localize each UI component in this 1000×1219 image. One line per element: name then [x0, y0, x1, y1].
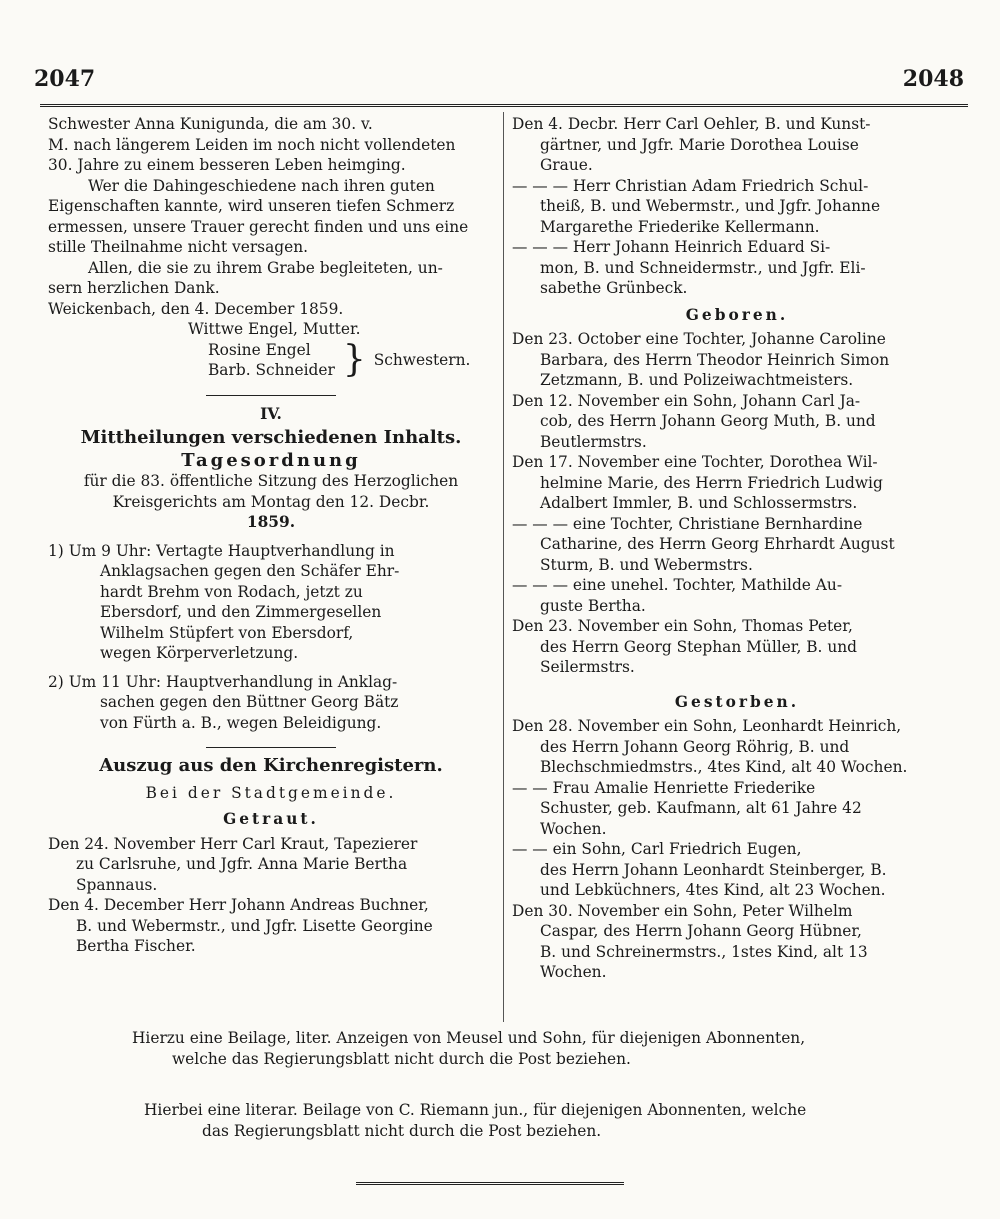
text-line: Den 17. November eine Tochter, Dorothea Wil- [512, 453, 878, 471]
text-line: Anklagsachen gegen den Schäfer Ehr- [100, 562, 400, 580]
text-line: Schwester Anna Kunigunda, die am 30. v. [48, 115, 373, 133]
text-line: 30. Jahre zu einem besseren Leben heimging. [48, 156, 406, 174]
birth-entry [512, 616, 962, 678]
agenda-item-1 [48, 541, 494, 664]
agenda-item-2 [48, 672, 494, 734]
text-line: Den 30. November ein Sohn, Peter Wilhelm [512, 901, 853, 920]
birth-entry [512, 391, 962, 453]
left-column [48, 114, 494, 957]
text-line: welche das Regierungsblatt nicht durch die Post beziehen. [172, 1050, 631, 1068]
marriage-entry [512, 114, 962, 176]
text-line: gärtner, und Jgfr. Marie Dorothea Louise [540, 135, 859, 154]
text-line: Beutlermstrs. [540, 432, 647, 451]
header-rule [40, 104, 968, 107]
marriage-entry [48, 834, 494, 896]
text-line: sern herzlichen Dank. [48, 279, 220, 297]
death-entry [512, 778, 962, 840]
death-entry [512, 839, 962, 901]
text-line: — — — Herr Johann Heinrich Eduard Si- [512, 238, 831, 256]
text-line: M. nach längerem Leiden im noch nicht vollendeten [48, 135, 456, 154]
text-line: von Fürth a. B., wegen Beleidigung. [100, 713, 382, 732]
column-divider [503, 112, 504, 1022]
text-line: sachen gegen den Büttner Georg Bätz [100, 693, 399, 711]
text-line: Hierbei eine literar. Beilage von C. Riemann jun., für diejenigen Abonnenten, welche [144, 1101, 807, 1119]
sister-name: Barb. Schneider [208, 361, 335, 379]
text-line: Eigenschaften kannte, wird unseren tiefen Schmerz [48, 197, 455, 215]
section-rule [206, 395, 336, 396]
text-line: Blechschmiedmstrs., 4tes Kind, alt 40 Wochen. [540, 758, 908, 776]
death-entry [512, 901, 962, 983]
died-heading: Gestorben. [674, 692, 800, 711]
text-line: theiß, B. und Webermstr., und Jgfr. Johanne [540, 197, 881, 215]
supplement-note-1 [40, 1028, 960, 1070]
text-line: Barbara, des Herrn Theodor Heinrich Simon [540, 350, 890, 369]
text-line: Den 23. November ein Sohn, Thomas Peter, [512, 617, 853, 635]
text-line: des Herrn Johann Georg Röhrig, B. und [540, 737, 850, 756]
section-number: IV. [260, 404, 282, 423]
text-line: für die 83. öffentliche Sitzung des Herzoglichen [83, 472, 459, 490]
place-date: Weickenbach, den 4. December 1859. [48, 299, 344, 318]
text-line: guste Bertha. [540, 596, 646, 615]
text-line: Wochen. [540, 963, 607, 981]
text-line: Sturm, B. und Webermstrs. [540, 555, 753, 574]
text-line: Margarethe Friederike Kellermann. [540, 217, 820, 236]
church-register-title: Auszug aus den Kirchenregistern. [99, 755, 443, 776]
text-line: — — — Herr Christian Adam Friedrich Schul- [512, 176, 869, 195]
death-entry [512, 716, 962, 778]
text-line: Bertha Fischer. [76, 937, 196, 955]
text-line: — — — eine Tochter, Christiane Bernhardine [512, 514, 863, 533]
text-line: Schuster, geb. Kaufmann, alt 61 Jahre 42 [540, 799, 862, 817]
sister-names [208, 340, 335, 381]
text-line: Allen, die sie zu ihrem Grabe begleiteten, un- [88, 258, 443, 277]
text-line: Seilermstrs. [540, 658, 635, 676]
text-line: Wer die Dahingeschiedene nach ihren guten [88, 176, 435, 195]
text-line: — — ein Sohn, Carl Friedrich Eugen, [512, 840, 802, 858]
marriage-entry [48, 895, 494, 957]
text-line: B. und Webermstr., und Jgfr. Lisette Georgine [76, 916, 433, 935]
marriage-entry [512, 176, 962, 238]
text-line: Den 28. November ein Sohn, Leonhardt Heinrich, [512, 717, 902, 735]
brace-glyph: } [342, 339, 366, 380]
text-line: Den 4. December Herr Johann Andreas Buchner, [48, 896, 429, 914]
text-line: cob, des Herrn Johann Georg Muth, B. und [540, 412, 876, 430]
text-line: B. und Schreinermstrs., 1stes Kind, alt 13 [540, 942, 868, 961]
sisters-label: Schwestern. [373, 350, 471, 369]
text-line: Den 4. Decbr. Herr Carl Oehler, B. und Kunst- [512, 115, 871, 133]
text-line: helmine Marie, des Herrn Friedrich Ludwig [540, 473, 883, 492]
text-line: sabethe Grünbeck. [540, 279, 688, 297]
section-title: Mittheilungen verschiedenen Inhalts. [80, 427, 462, 448]
city-parish-heading: Bei der Stadtgemeinde. [145, 783, 397, 802]
text-line: Caspar, des Herrn Johann Georg Hübner, [540, 922, 862, 940]
agenda-subtitle [48, 471, 494, 533]
text-line: 2) Um 11 Uhr: Hauptverhandlung in Anklag- [48, 672, 398, 691]
text-line: Den 24. November Herr Carl Kraut, Tapezierer [48, 834, 418, 853]
text-line: Catharine, des Herrn Georg Ehrhardt August [540, 535, 895, 553]
page-number-left: 2047 [34, 66, 96, 92]
text-line: Zetzmann, B. und Polizeiwachtmeisters. [540, 371, 854, 389]
text-line: hardt Brehm von Rodach, jetzt zu [100, 582, 363, 601]
text-line: wegen Körperverletzung. [100, 644, 299, 662]
text-line: das Regierungsblatt nicht durch die Post beziehen. [202, 1122, 602, 1140]
text-line: und Lebküchners, 4tes Kind, alt 23 Wochen. [540, 881, 886, 899]
marriage-entry [512, 237, 962, 299]
birth-entry [512, 514, 962, 576]
birth-entry [512, 329, 962, 391]
text-line: Wochen. [540, 819, 607, 838]
text-line: ermessen, unsere Trauer gerecht finden und uns eine [48, 217, 469, 236]
born-heading: Geboren. [685, 305, 789, 324]
married-heading: Getraut. [223, 810, 319, 828]
signer-mother: Wittwe Engel, Mutter. [188, 320, 361, 338]
text-line: Graue. [540, 156, 593, 174]
signer-sisters [48, 340, 494, 381]
text-line: des Herrn Georg Stephan Müller, B. und [540, 637, 857, 656]
obituary-paragraph-3 [48, 258, 494, 299]
obituary-paragraph-2 [48, 176, 494, 258]
text-line: Den 12. November ein Sohn, Johann Carl Ja- [512, 391, 861, 410]
sister-name: Rosine Engel [208, 340, 311, 359]
text-line: — — Frau Amalie Henriette Friederike [512, 778, 816, 797]
text-line: des Herrn Johann Leonhardt Steinberger, B. [540, 860, 887, 879]
text-line: Den 23. October eine Tochter, Johanne Caroline [512, 330, 886, 348]
text-line: zu Carlsruhe, und Jgfr. Anna Marie Bertha [76, 855, 408, 873]
text-line: Wilhelm Stüpfert von Ebersdorf, [100, 623, 354, 642]
closing-rule [356, 1182, 624, 1185]
birth-entry [512, 575, 962, 616]
text-line: — — — eine unehel. Tochter, Mathilde Au- [512, 576, 843, 594]
agenda-title: Tagesordnung [181, 449, 361, 471]
text-line: Hierzu eine Beilage, liter. Anzeigen von Meusel und Sohn, für diejenigen Abonnenten, [132, 1029, 806, 1047]
birth-entry [512, 452, 962, 514]
text-line: Kreisgerichts am Montag den 12. Decbr. [112, 492, 430, 511]
supplement-note-2 [40, 1100, 960, 1142]
text-line: Ebersdorf, und den Zimmergesellen [100, 603, 382, 621]
right-column [512, 114, 962, 983]
text-line: 1) Um 9 Uhr: Vertagte Hauptverhandlung in [48, 541, 395, 560]
text-line: 1859. [246, 513, 296, 531]
page-number-right: 2048 [902, 66, 964, 92]
text-line: Adalbert Immler, B. und Schlossermstrs. [540, 494, 858, 512]
text-line: mon, B. und Schneidermstr., und Jgfr. Eli- [540, 258, 866, 277]
text-line: Spannaus. [76, 875, 158, 894]
section-rule [206, 747, 336, 748]
obituary-paragraph-1 [48, 114, 494, 176]
text-line: stille Theilnahme nicht versagen. [48, 238, 309, 256]
